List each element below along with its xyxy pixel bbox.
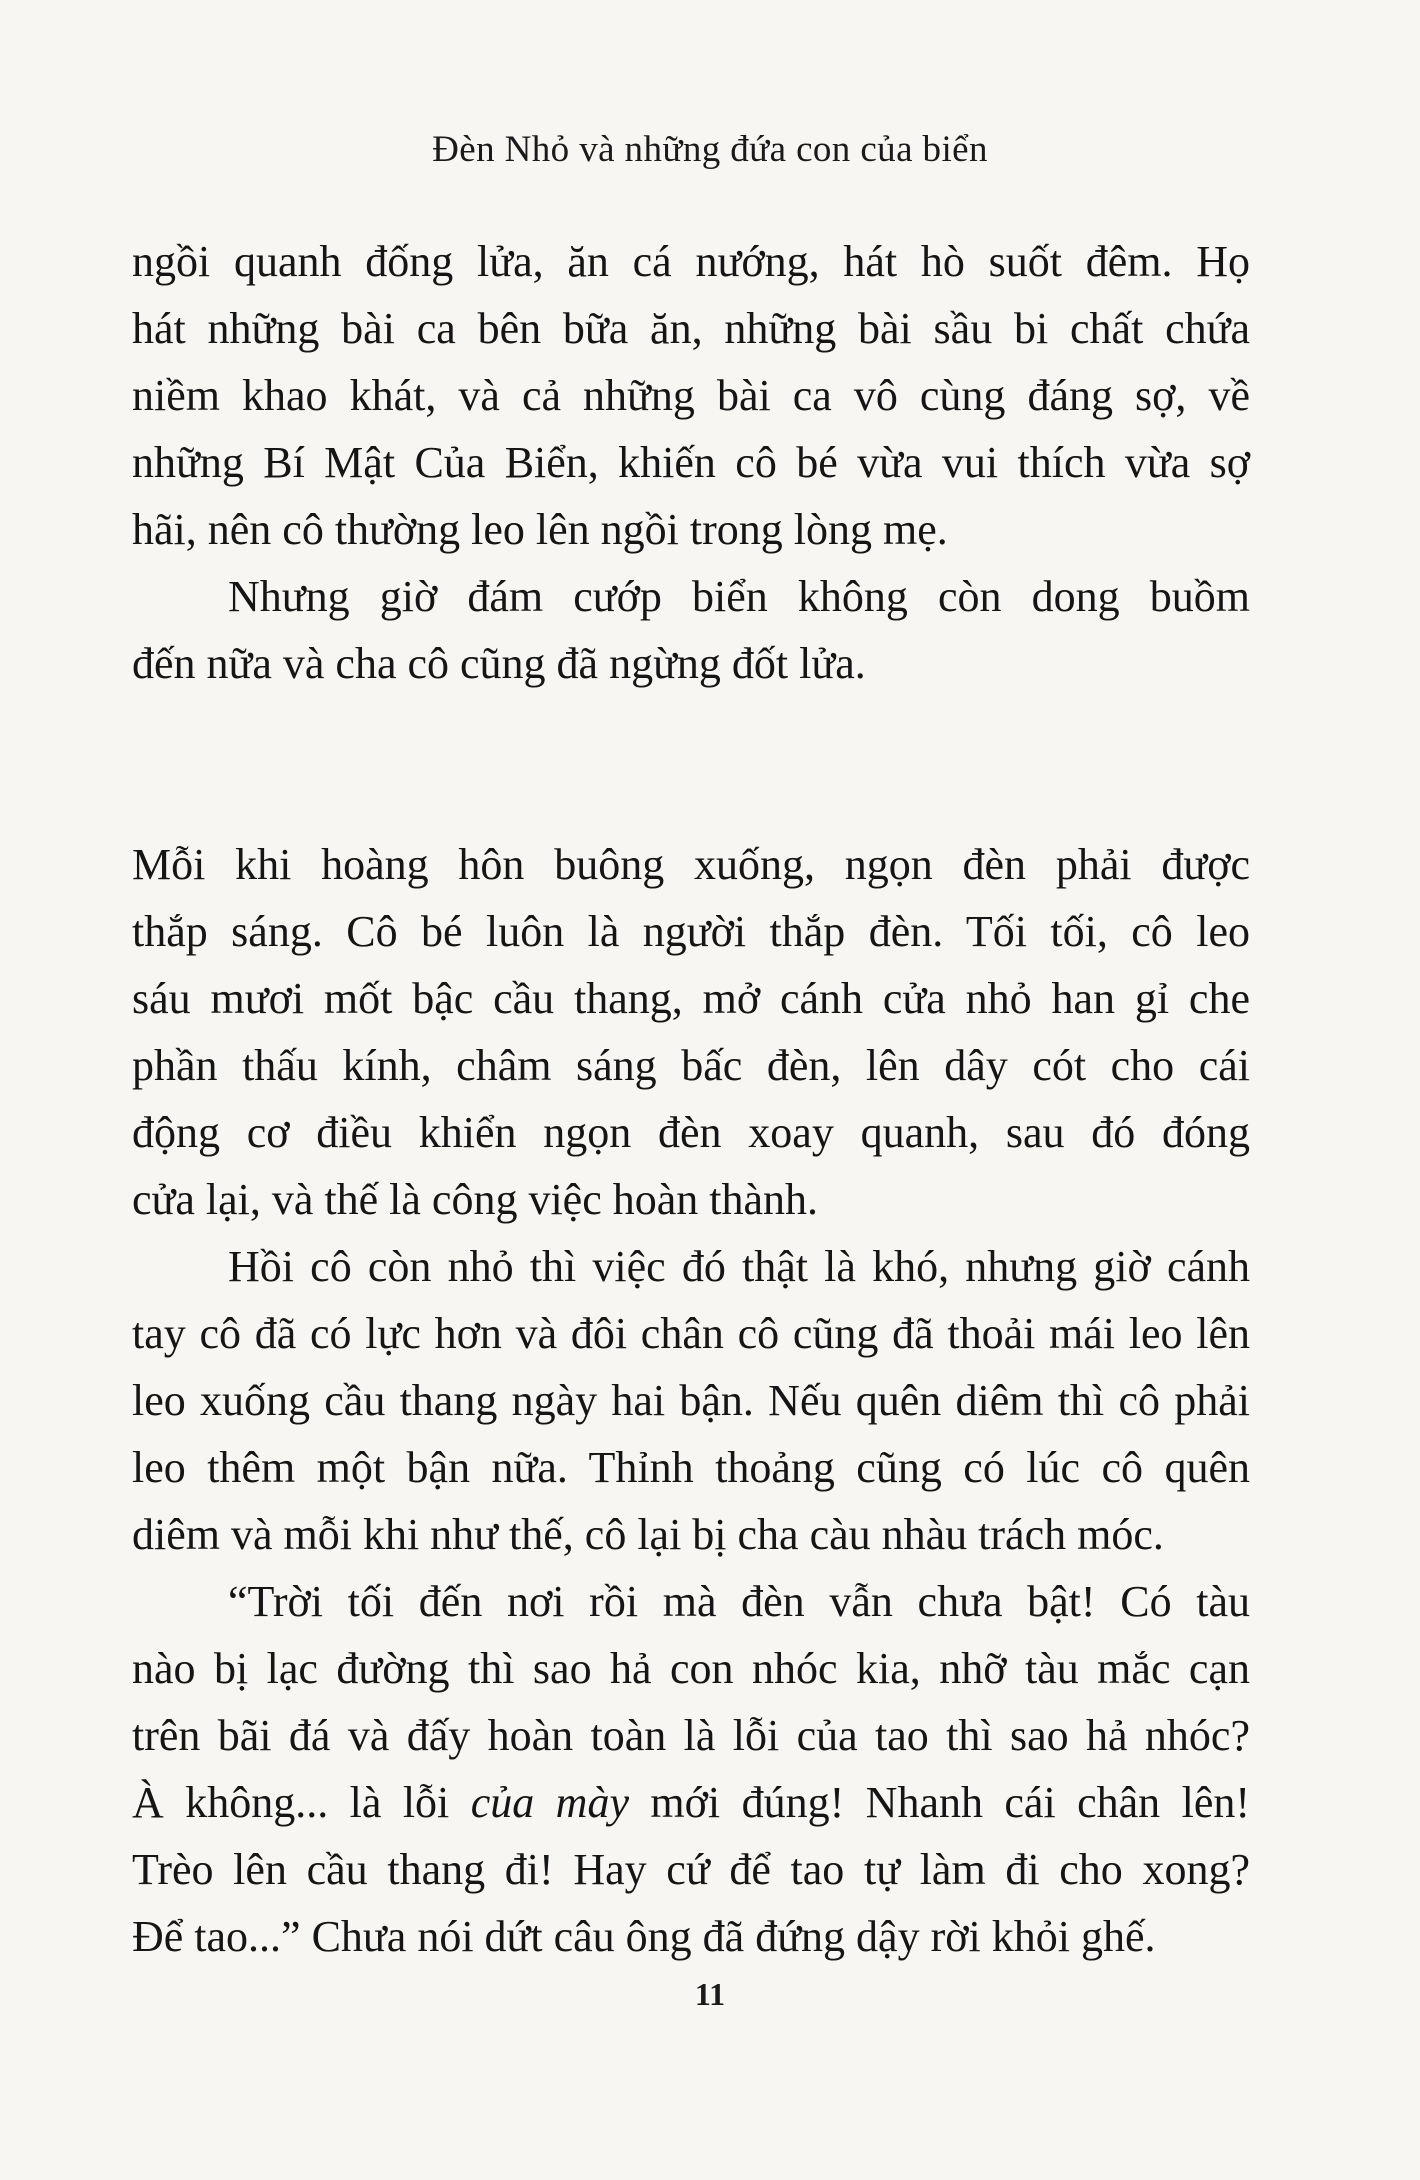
emphasis-text: của mày xyxy=(470,1778,629,1827)
paragraph-4 xyxy=(132,1233,1250,1568)
text-line: Trèo lên cầu thang đi! Hay cứ để tao tự làm đi cho xong? xyxy=(132,1845,1250,1894)
text-line: Hồi cô còn nhỏ thì việc đó thật là khó, nhưng giờ cánh xyxy=(228,1242,1250,1291)
text-segment: À không... là lỗi xyxy=(132,1778,471,1827)
text-line: thắp sáng. Cô bé luôn là người thắp đèn. Tối tối, cô leo xyxy=(132,907,1250,956)
text-line: “Trời tối đến nơi rồi mà đèn vẫn chưa bật! Có tàu xyxy=(228,1577,1250,1626)
section-break xyxy=(132,697,1250,831)
page-number: 11 xyxy=(694,1976,726,2012)
text-line: niềm khao khát, và cả những bài ca vô cùng đáng sợ, về xyxy=(132,371,1250,420)
text-line: trên bãi đá và đấy hoàn toàn là lỗi của tao thì sao hả nhóc? xyxy=(132,1711,1250,1760)
text-line-with-emphasis xyxy=(132,1769,1250,1836)
text-line: Để tao...” Chưa nói dứt câu ông đã đứng dậy rời khỏi ghế. xyxy=(132,1912,1156,1961)
text-line: Mỗi khi hoàng hôn buông xuống, ngọn đèn phải được xyxy=(132,840,1250,889)
text-line: diêm và mỗi khi như thế, cô lại bị cha càu nhàu trách móc. xyxy=(132,1510,1164,1559)
text-line: sáu mươi mốt bậc cầu thang, mở cánh cửa nhỏ han gỉ che xyxy=(132,974,1250,1023)
text-line: Nhưng giờ đám cướp biển không còn dong buồm xyxy=(228,572,1250,621)
text-line: hát những bài ca bên bữa ăn, những bài sầu bi chất chứa xyxy=(132,304,1250,353)
text-line: nào bị lạc đường thì sao hả con nhóc kia, nhỡ tàu mắc cạn xyxy=(132,1644,1250,1693)
text-line: những Bí Mật Của Biển, khiến cô bé vừa vui thích vừa sợ xyxy=(132,438,1250,487)
text-line: động cơ điều khiển ngọn đèn xoay quanh, sau đó đóng xyxy=(132,1108,1250,1157)
text-line: tay cô đã có lực hơn và đôi chân cô cũng đã thoải mái leo lên xyxy=(132,1309,1250,1358)
text-segment: mới đúng! Nhanh cái chân lên! xyxy=(629,1778,1251,1827)
text-line: hãi, nên cô thường leo lên ngồi trong lòng mẹ. xyxy=(132,505,948,554)
text-line: leo thêm một bận nữa. Thỉnh thoảng cũng có lúc cô quên xyxy=(132,1443,1250,1492)
text-line: ngồi quanh đống lửa, ăn cá nướng, hát hò suốt đêm. Họ xyxy=(132,237,1250,286)
paragraph-5 xyxy=(132,1568,1250,1970)
text-line: leo xuống cầu thang ngày hai bận. Nếu quên diêm thì cô phải xyxy=(132,1376,1250,1425)
running-title: Đèn Nhỏ và những đứa con của biển xyxy=(432,129,988,170)
text-line: đến nữa và cha cô cũng đã ngừng đốt lửa. xyxy=(132,639,866,688)
paragraph-3 xyxy=(132,831,1250,1233)
paragraph-2 xyxy=(132,563,1250,697)
text-line: phần thấu kính, châm sáng bấc đèn, lên dây cót cho cái xyxy=(132,1041,1250,1090)
body-text xyxy=(132,228,1250,1970)
paragraph-1 xyxy=(132,228,1250,563)
text-line: cửa lại, và thế là công việc hoàn thành. xyxy=(132,1175,819,1224)
